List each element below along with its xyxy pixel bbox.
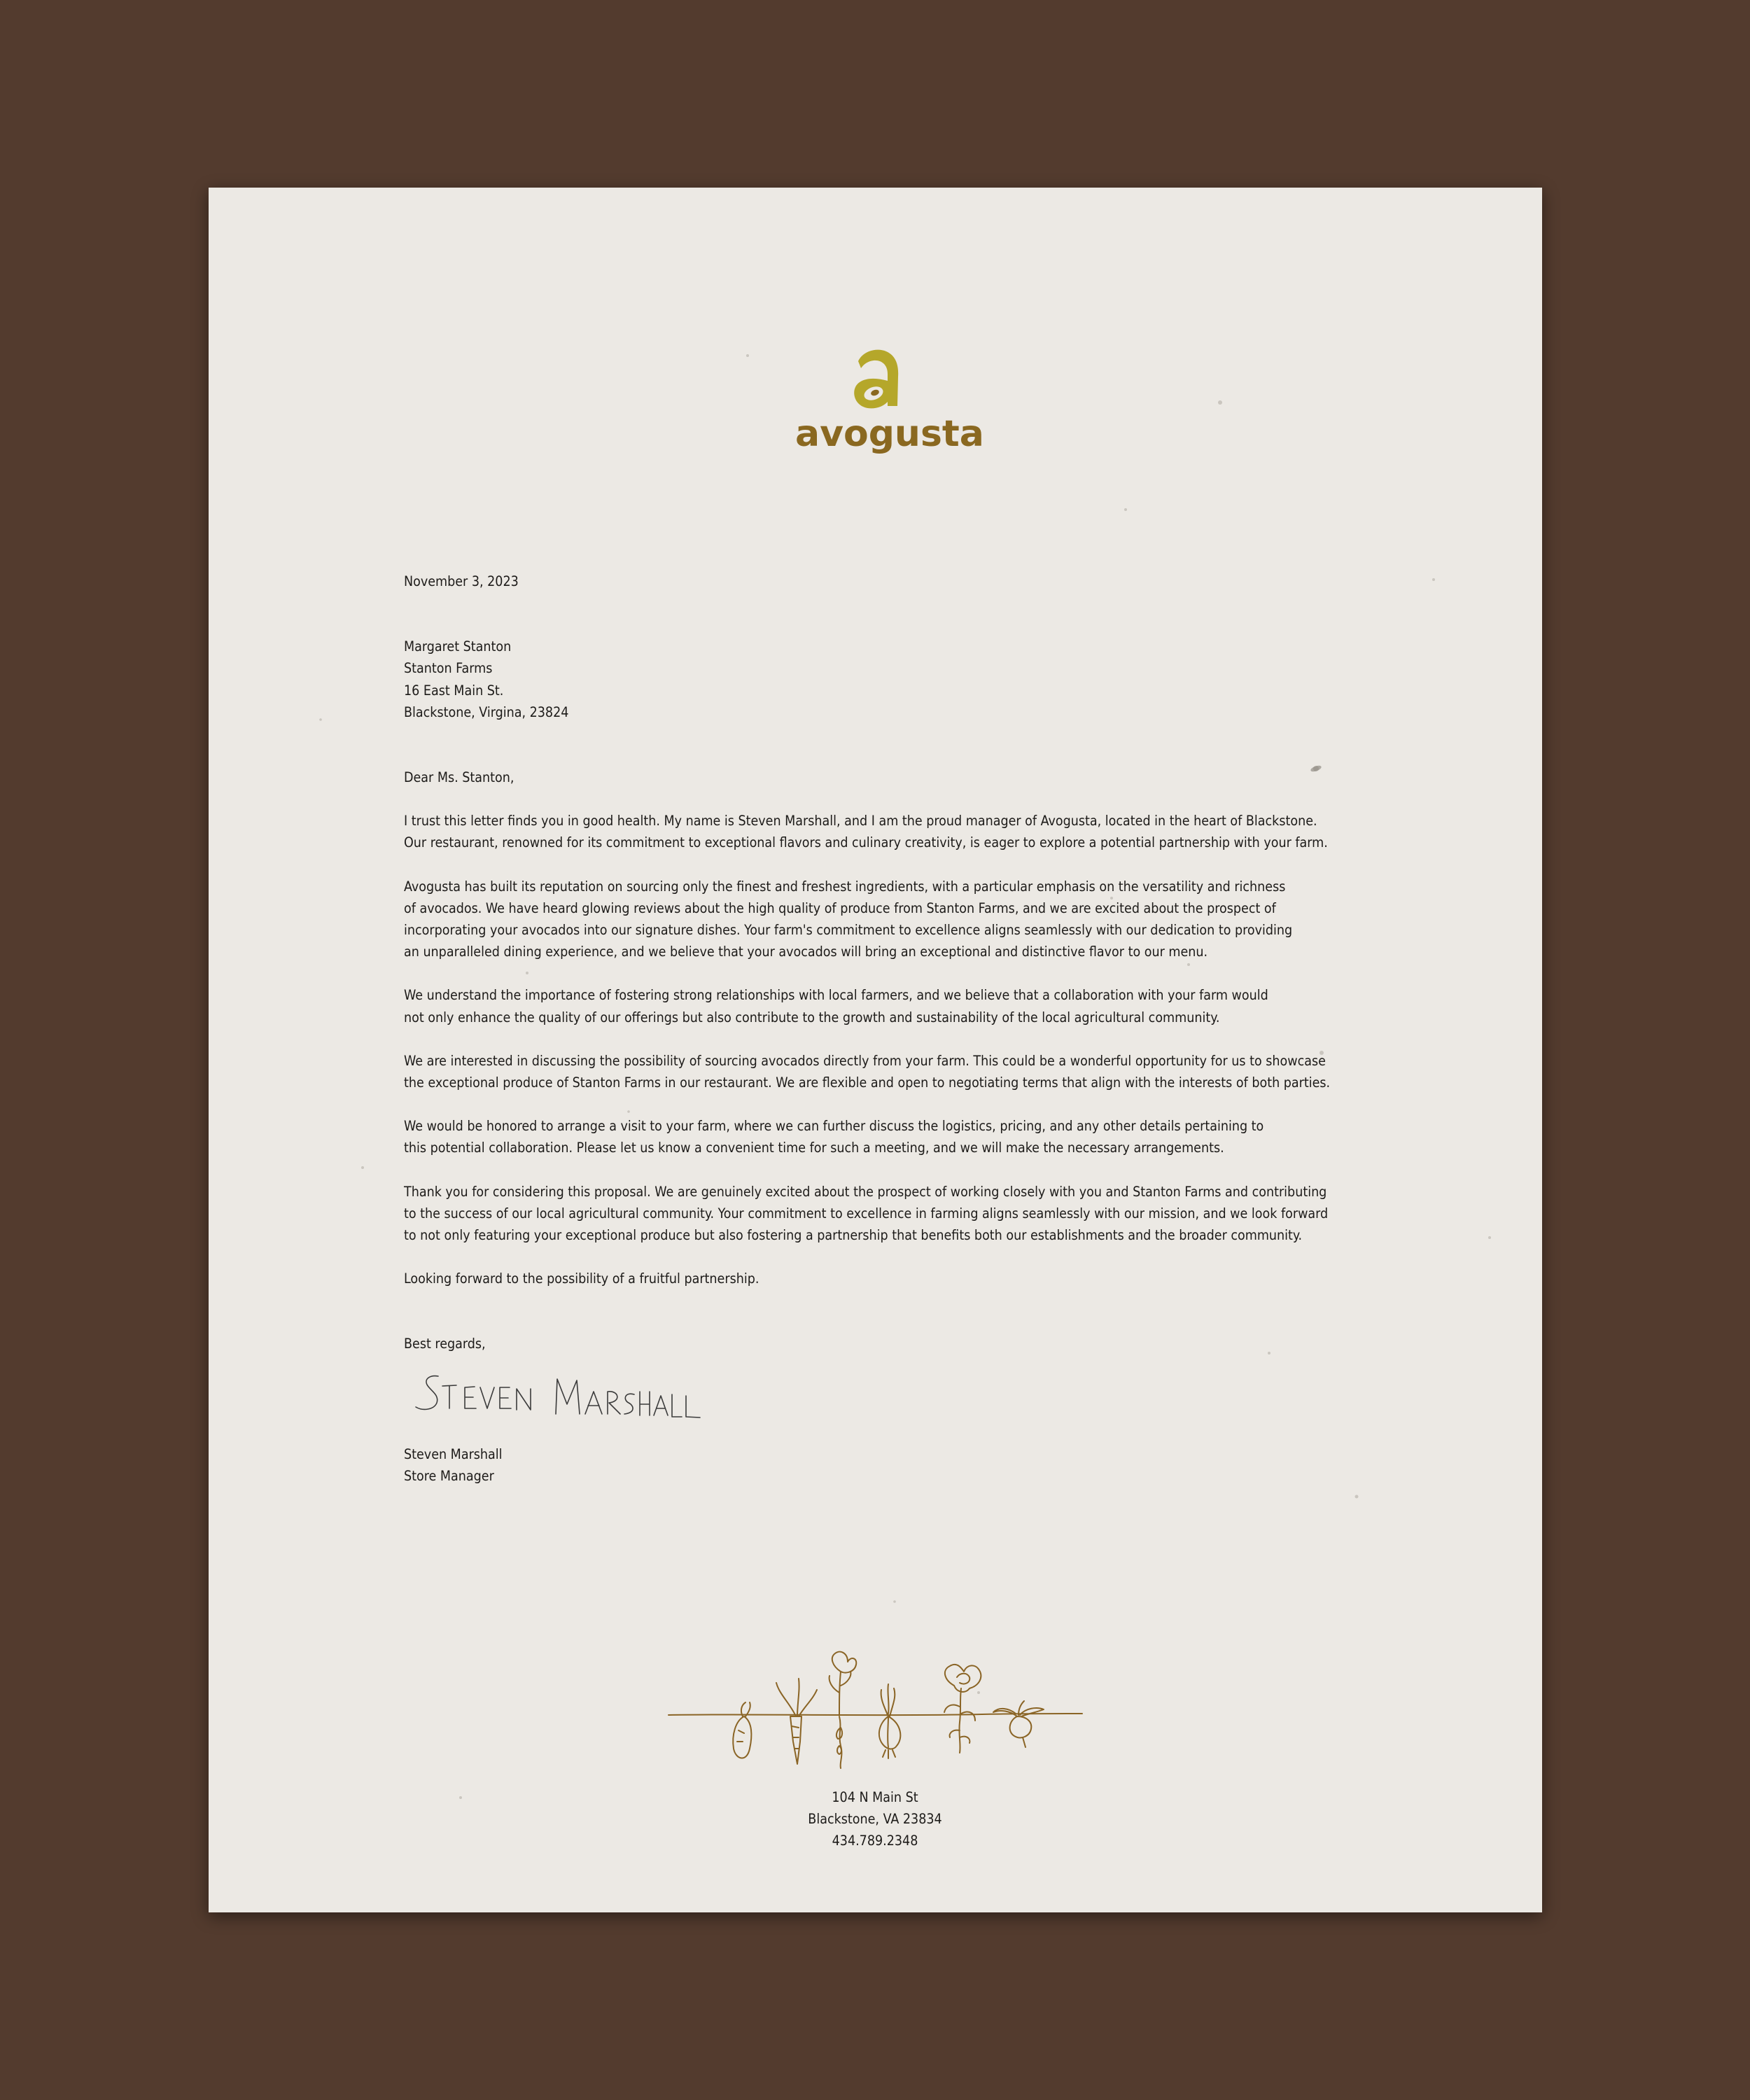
paragraph: [404, 1181, 1412, 1247]
paragraph-line: I trust this letter finds you in good health. My name is Steven Marshall, and I am the proud manager of Avogusta, located in the heart of Blackstone.: [404, 813, 1317, 830]
paragraph: [404, 984, 1412, 1028]
footer-phone: 434.789.2348: [832, 1833, 918, 1849]
paragraph: [404, 876, 1412, 963]
footer-address: [735, 1786, 1015, 1852]
letter-date: November 3, 2023: [404, 573, 519, 589]
paragraph-line: not only enhance the quality of our offerings but also contribute to the growth and sustainability of the local agricultural community.: [404, 1009, 1220, 1026]
paragraph-line: incorporating your avocados into our signature dishes. Your farm's commitment to excellence aligns seamlessly with our dedication to providing: [404, 922, 1293, 939]
paragraph-line: We are interested in discussing the possibility of sourcing avocados directly from your farm. This could be a wonderful opportunity for us to showcase: [404, 1052, 1326, 1069]
brand-wordmark: avogusta: [795, 413, 984, 455]
signer-name: Steven Marshall: [404, 1446, 503, 1462]
footer-address-line: 104 N Main St: [832, 1789, 918, 1805]
brand-logo: [795, 346, 984, 465]
vegetables-line-drawing-icon: [667, 1644, 1084, 1791]
footer-address-line: Blackstone, VA 23834: [808, 1811, 942, 1828]
paragraph-line: this potential collaboration. Please let us know a convenient time for such a meeting, and we will make the necessary arrangements.: [404, 1140, 1224, 1156]
recipient-line: 16 East Main St.: [404, 682, 504, 699]
avogusta-a-mark-icon: [846, 346, 909, 412]
signer-title: Store Manager: [404, 1467, 494, 1484]
paragraph-line: to not only featuring your exceptional produce but also fostering a partnership that benefits both our establishments and the broader community.: [404, 1227, 1303, 1244]
paragraph-line: to the success of our local agricultural community. Your commitment to excellence in farming aligns seamlessly with our mission, and we look forward: [404, 1205, 1329, 1222]
paragraph-line: Our restaurant, renowned for its commitment to exceptional flavors and culinary creativity, is eager to explore a potential partnership with your farm.: [404, 834, 1328, 851]
letter-body: [404, 570, 1412, 1487]
paragraph-line: the exceptional produce of Stanton Farms in our restaurant. We are flexible and open to negotiating terms that align with the interests of both parties.: [404, 1074, 1331, 1091]
paragraph-line: Looking forward to the possibility of a fruitful partnership.: [404, 1270, 760, 1287]
handwritten-signature: [412, 1371, 706, 1434]
paragraph: [404, 810, 1412, 853]
recipient-address: [404, 636, 1412, 723]
paragraph-line: Thank you for considering this proposal. We are genuinely excited about the prospect of working closely with you and Stanton Farms and contributing: [404, 1183, 1327, 1200]
salutation: Dear Ms. Stanton,: [404, 769, 514, 786]
paragraph: [404, 1268, 1412, 1289]
paragraph-line: an unparalleled dining experience, and we believe that your avocados will bring an exceptional and distinctive flavor to our menu.: [404, 944, 1208, 960]
recipient-line: Blackstone, Virgina, 23824: [404, 704, 569, 720]
paragraph: [404, 1115, 1412, 1158]
closing: Best regards,: [404, 1336, 486, 1352]
paragraph-line: Avogusta has built its reputation on sourcing only the finest and freshest ingredients, with a particular emphasis on the versatility and richness: [404, 878, 1286, 895]
recipient-line: Stanton Farms: [404, 660, 493, 677]
recipient-line: Margaret Stanton: [404, 638, 512, 655]
paragraph: [404, 1050, 1412, 1093]
paragraph-line: We would be honored to arrange a visit to your farm, where we can further discuss the logistics, pricing, and any other details pertaining to: [404, 1118, 1264, 1135]
letterhead-page: [209, 188, 1542, 1912]
paragraph-line: We understand the importance of fostering strong relationships with local farmers, and we believe that a collaboration with your farm would: [404, 987, 1268, 1004]
paragraph-line: of avocados. We have heard glowing reviews about the high quality of produce from Stanton Farms, and we are excited about the prospect of: [404, 899, 1276, 916]
